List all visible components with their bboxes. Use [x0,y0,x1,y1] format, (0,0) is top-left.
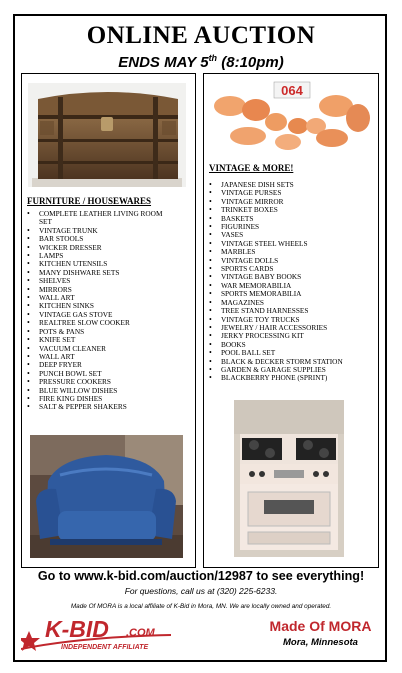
list-item: • BAR STOOLS [25,235,195,243]
affiliate-block [258,618,383,648]
list-item: • VINTAGE BABY BOOKS [207,273,379,281]
list-item: • KNIFE SET [25,336,195,344]
list-item: • VASES [207,231,379,239]
list-item: • MAGAZINES [207,299,379,307]
list-item: • WALL ART [25,294,195,302]
list-item: • VINTAGE STEEL WHEELS [207,240,379,248]
end-date-sup: th [208,53,218,63]
item-label: COMPLETE LEATHER LIVING ROOM [39,209,163,218]
list-item: • TRINKET BOXES [207,206,379,214]
list-item: • KITCHEN SINKS [25,302,195,310]
list-item: • VINTAGE GAS STOVE [25,311,195,319]
kbid-logo [21,615,181,655]
affiliate-note: Made Of MORA is a local affiliate of K-Bid in Mora, MN. We are locally owned and operated. [70,603,332,610]
end-date-time: (8:10pm) [217,54,284,71]
list-item: • MARBLES [207,248,379,256]
end-date [0,53,402,71]
list-item: • REALTREE SLOW COOKER [25,319,195,327]
list-item: • VINTAGE TRUNK [25,227,195,235]
kbid-logo-text: K-BID [45,616,109,642]
photo-lot-tag: 064 [281,83,303,98]
list-item: • BASKETS [207,215,379,223]
list-item: • FIGURINES [207,223,379,231]
list-item: • POTS & PANS [25,328,195,336]
list-item: • POOL BALL SET [207,349,379,357]
vintage-list [207,181,379,383]
furniture-heading: FURNITURE / HOUSEWARES [27,196,152,206]
list-item: • PRESSURE COOKERS [25,378,195,386]
auction-link[interactable]: Go to www.k-bid.com/auction/12987 to see everything! [37,569,365,583]
list-item: • LAMPS [25,252,195,260]
depression-glass-photo [208,80,374,154]
page-title: ONLINE AUCTION [86,22,316,49]
list-item: • PUNCH BOWL SET [25,370,195,378]
list-item: • MANY DISHWARE SETS [25,269,195,277]
contact-phone: For questions, call us at (320) 225-6233. [124,586,278,596]
list-item [25,210,195,227]
list-item: • SPORTS CARDS [207,265,379,273]
list-item: • JERKY PROCESSING KIT [207,332,379,340]
list-item: • FIRE KING DISHES [25,395,195,403]
list-item: • BLUE WILLOW DISHES [25,387,195,395]
gas-stove-photo [234,400,344,557]
list-item: • VINTAGE PURSES [207,189,379,197]
list-item: • SPORTS MEMORABILIA [207,290,379,298]
vintage-heading: VINTAGE & MORE! [209,163,294,173]
list-item: • BOOKS [207,341,379,349]
list-item: • BLACK & DECKER STORM STATION [207,358,379,366]
list-item: • JEWELRY / HAIR ACCESSORIES [207,324,379,332]
list-item: • SALT & PEPPER SHAKERS [25,403,195,411]
list-item: • VACUUM CLEANER [25,345,195,353]
list-item: • VINTAGE MIRROR [207,198,379,206]
furniture-list [25,210,195,412]
list-item: • JAPANESE DISH SETS [207,181,379,189]
kbid-logo-com: .COM [126,627,155,639]
trunk-photo [28,83,186,187]
kbid-logo-sub: INDEPENDENT AFFILIATE [61,644,149,651]
item-label-cont: SET [39,217,52,227]
list-item: • BLACKBERRY PHONE (SPRINT) [207,374,379,382]
list-item: • WICKER DRESSER [25,244,195,252]
list-item: • MIRRORS [25,286,195,294]
list-item: • VINTAGE DOLLS [207,257,379,265]
list-item: • DEEP FRYER [25,361,195,369]
list-item: • KITCHEN UTENSILS [25,260,195,268]
list-item: • WAR MEMORABILIA [207,282,379,290]
end-date-prefix: ENDS MAY 5 [118,54,209,71]
list-item: • WALL ART [25,353,195,361]
list-item: • TREE STAND HARNESSES [207,307,379,315]
list-item: • VINTAGE TOY TRUCKS [207,316,379,324]
blue-leather-chair-photo [30,435,183,558]
list-item: • SHELVES [25,277,195,285]
company-city: Mora, Minnesota [283,637,358,648]
list-item: • GARDEN & GARAGE SUPPLIES [207,366,379,374]
company-name: Made Of MORA [269,618,372,634]
